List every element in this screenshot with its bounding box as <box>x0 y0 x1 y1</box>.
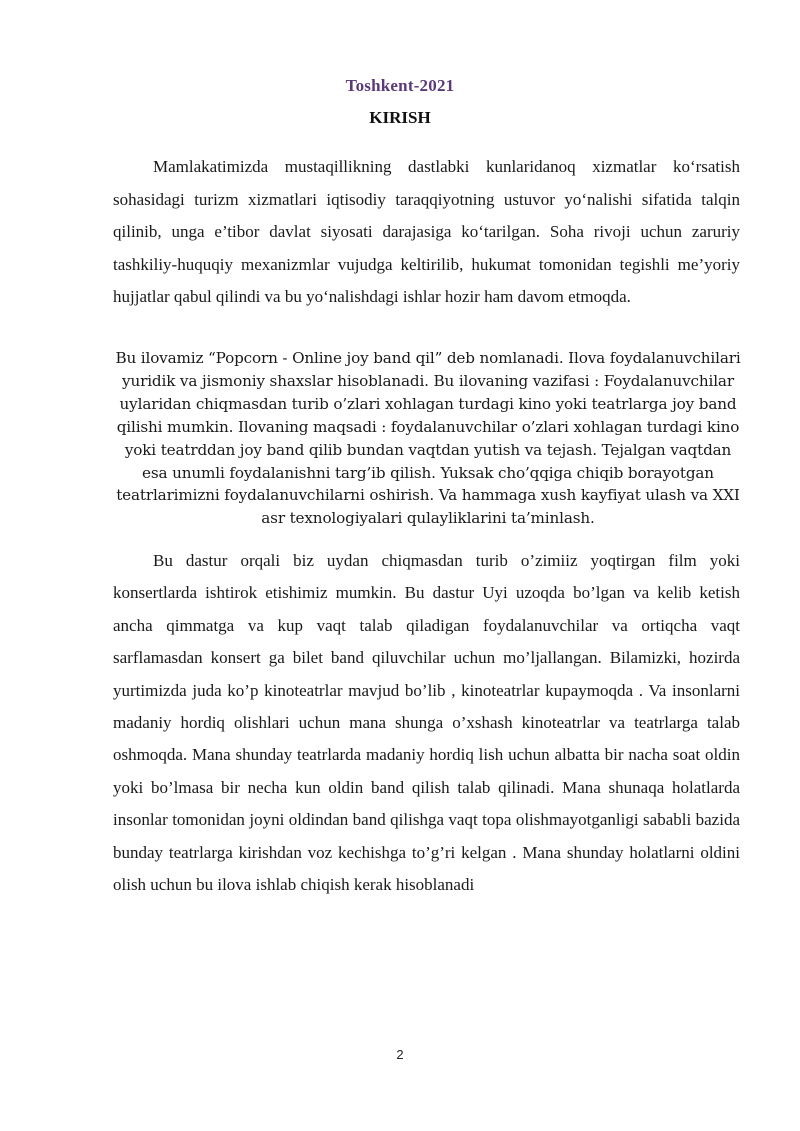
section-heading: KIRISH <box>369 108 431 127</box>
paragraph-app-description: Bu ilovamiz “Popcorn - Online joy band qil” deb nomlanadi. Ilova foydalanuvchilari yuridik va jismoniy shaxslar hisoblanadi. Bu ilovaning vazifasi : Foydalanuvchilar uylaridan chiqmasdan turib o’zlari xohlagan turdagi kino yoki teatrlarga joy band qilishi mumkin. Ilovaning maqsadi : foydalanuvchilar o’zlari xohlagan turdagi kino yoki teatrddan joy band qilib bundan vaqtdan yutish va tejash. Tejalgan vaqtdan esa unumli foydalanishni targ’ib qilish. Yuksak cho’qqiga chiqib borayotgan teatrlarimizni foydalanuvchilarni oshirish. Va hammaga xush kayfiyat ulash va XXI asr texnologiyalari qulayliklarini ta’minlash. <box>115 349 741 528</box>
page-number: 2 <box>396 1047 404 1062</box>
city-year-line: Toshkent-2021 <box>345 76 455 95</box>
paragraph-intro: Mamlakatimizda mustaqillikning dastlabki kunlaridanoq xizmatlar ko‘rsatish sohasidagi turizm xizmatlari iqtisodiy taraqqiyotning ustuvor yo‘nalishi sifatida talqin qilinib, unga e’tibor davlat siyosati darajasiga ko‘tarilgan. Soha rivoji uchun zaruriy tashkiliy-huquqiy mexanizmlar vujudga keltirilib, hukumat tomonidan tegishli me’yoriy hujjatlar qabul qilindi va bu yo‘nalishdagi ishlar hozir ham davom etmoqda. <box>113 157 740 306</box>
paragraph-program-purpose: Bu dastur orqali biz uydan chiqmasdan turib o’zimiiz yoqtirgan film yoki konsertlarda ishtirok etishimiz mumkin. Bu dastur Uyi uzoqda bo’lgan va kelib ketish ancha qimmatga va kup vaqt talab qiladigan foydalanuvchilar va ortiqcha vaqt sarflamasdan konsert ga bilet band qiluvchilar uchun mo’ljallangan. Bilamizki, hozirda yurtimizda juda ko’p kinoteatrlar mavjud bo’lib , kinoteatrlar kupaymoqda . Va insonlarni madaniy hordiq olishlari uchun mana shunga o’xshash kinoteatrlar va teatrlarga talab oshmoqda. Mana shunday teatrlarda madaniy hordiq lish uchun albatta bir nacha soat oldin yoki bo’lmasa bir necha kun oldin band qilish talab qilinadi. Mana shunaqa holatlarda insonlar tomonidan joyni oldindan band qilishga vaqt topa olishmayotganligi sababli bazida bunday teatrlarga kirishdan voz kechishga to’g’ri kelgan . Mana shunday holatlarni oldini olish uchun bu ilova ishlab chiqish kerak hisoblanadi <box>113 551 740 895</box>
